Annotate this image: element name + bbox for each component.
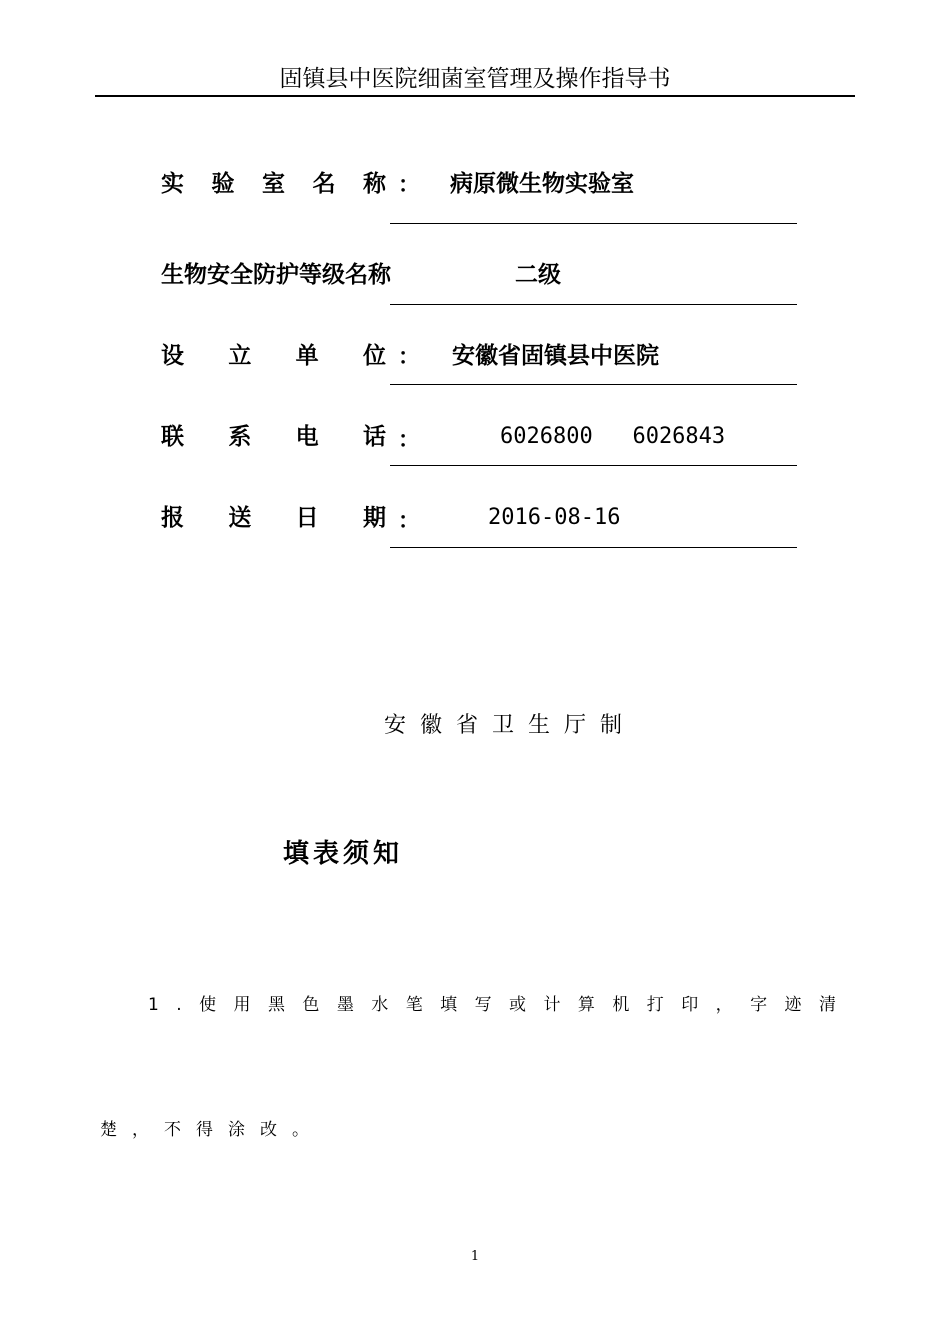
lab-name-label — [161, 167, 386, 201]
instruction-char: 色 — [302, 995, 320, 1015]
label-char: 系 — [228, 424, 252, 450]
instruction-line-1 — [148, 992, 836, 1018]
label-char: 设 — [161, 343, 184, 369]
label-char: 电 — [295, 424, 319, 450]
date-value: 2016-08-16 — [488, 505, 621, 530]
label-char: 话 — [362, 424, 386, 450]
unit-colon: ： — [398, 345, 421, 370]
instruction-char: . — [176, 995, 182, 1015]
instruction-char: 印 — [681, 995, 699, 1015]
biosafety-level-underline — [390, 304, 797, 305]
label-char: 称 — [363, 171, 386, 197]
instruction-char: 或 — [509, 995, 527, 1015]
label-char: 室 — [262, 171, 285, 197]
instruction-char: 墨 — [336, 995, 354, 1015]
unit-underline — [390, 384, 797, 385]
label-char: 送 — [228, 505, 252, 531]
instruction-char: 填 — [440, 995, 458, 1015]
phone-label — [161, 420, 386, 454]
instruction-char: 写 — [474, 995, 492, 1015]
label-char: 日 — [295, 505, 319, 531]
instruction-char: 打 — [646, 995, 664, 1015]
label-char: 联 — [161, 424, 184, 450]
instruction-char: 清 — [818, 995, 836, 1015]
label-char: 位 — [362, 343, 386, 369]
instruction-char: 黑 — [267, 995, 285, 1015]
label-char: 报 — [161, 505, 184, 531]
issuer-text: 安徽省卫生厅制 — [384, 713, 637, 738]
instruction-char: 用 — [233, 995, 251, 1015]
instruction-char: ， — [715, 995, 733, 1015]
phone-colon: ： — [398, 428, 421, 453]
label-char: 期 — [362, 505, 386, 531]
label-char: 单 — [295, 343, 319, 369]
label-char: 验 — [211, 171, 235, 197]
unit-value: 安徽省固镇县中医院 — [452, 343, 659, 369]
phone-underline — [390, 465, 797, 466]
page-number: 1 — [470, 1249, 480, 1264]
biosafety-level-value: 二级 — [515, 262, 561, 288]
instruction-char: 迹 — [784, 995, 802, 1015]
instruction-line-2: 楚，不得涂改。 — [100, 1120, 324, 1140]
label-char: 名 — [312, 171, 336, 197]
date-colon: ： — [398, 509, 421, 534]
instruction-char: 计 — [543, 995, 561, 1015]
label-char: 实 — [161, 171, 184, 197]
phone-value: 6026800 6026843 — [500, 424, 726, 449]
instruction-char: 水 — [371, 995, 389, 1015]
label-char: 立 — [228, 343, 252, 369]
lab-name-colon: ： — [398, 173, 421, 198]
date-underline — [390, 547, 797, 548]
lab-name-underline — [390, 223, 797, 224]
lab-name-value: 病原微生物实验室 — [450, 171, 634, 197]
notice-title: 填表须知 — [283, 839, 404, 869]
instruction-char: 字 — [750, 995, 768, 1015]
unit-label — [161, 339, 386, 373]
date-label — [161, 501, 386, 535]
document-header-title: 固镇县中医院细菌室管理及操作指导书 — [279, 66, 671, 92]
instruction-char: 使 — [199, 995, 217, 1015]
instruction-char: 算 — [577, 995, 595, 1015]
instruction-char: 1 — [148, 995, 159, 1015]
header-divider — [95, 95, 855, 97]
instruction-char: 笔 — [405, 995, 423, 1015]
instruction-char: 机 — [612, 995, 630, 1015]
biosafety-level-label: 生物安全防护等级名称 — [161, 262, 391, 288]
